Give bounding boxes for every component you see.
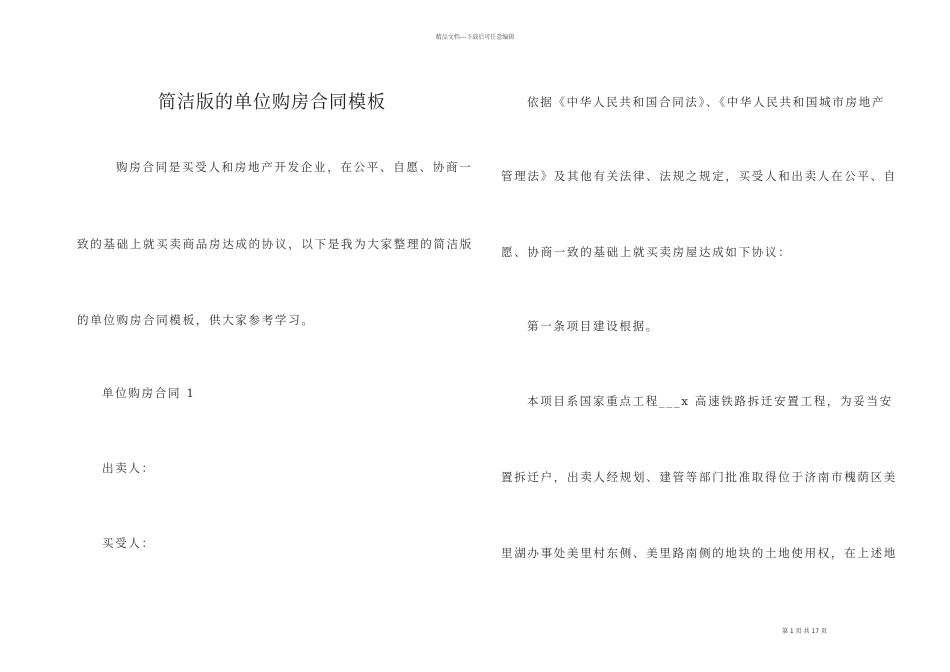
seller-label: 出卖人： [102, 461, 155, 475]
right-paragraph-line-7: 里湖办事处美里村东侧、美里路南侧的地块的土地使用权，在上述地 [501, 546, 897, 560]
right-paragraph-line-6: 置拆迁户，出卖人经规划、建管等部门批准取得位于济南市槐荫区美 [501, 470, 897, 484]
right-paragraph-line-3: 愿、协商一致的基础上就买卖房屋达成如下协议： [501, 245, 792, 259]
page-number: 第 1 页 共 17 页 [782, 628, 827, 635]
document-title: 简洁版的单位购房合同模板 [158, 92, 386, 113]
article-1-heading: 第一条项目建设根据。 [527, 319, 659, 333]
right-paragraph-line-1: 依据《中华人民共和国合同法》、《中华人民共和国城市房地产 [527, 95, 886, 109]
right-paragraph-line-5: 本项目系国家重点工程___x 高速铁路拆迁安置工程，为妥当安 [527, 394, 893, 408]
buyer-label: 买受人： [102, 536, 155, 550]
header-note: 精品文档---下载后可任意编辑 [435, 34, 515, 41]
intro-paragraph-line-2: 致的基础上就买卖商品房达成的协议，以下是我为大家整理的简洁版 [77, 237, 473, 251]
contract-heading: 单位购房合同 1 [102, 386, 196, 400]
intro-paragraph-line-3: 的单位购房合同模板，供大家参考学习。 [77, 313, 315, 327]
intro-paragraph-line-1: 购房合同是买受人和房地产开发企业，在公平、自愿、协商一 [116, 160, 473, 174]
right-paragraph-line-2: 管理法》及其他有关法律、法规之规定，买受人和出卖人在公平、自 [501, 169, 897, 183]
